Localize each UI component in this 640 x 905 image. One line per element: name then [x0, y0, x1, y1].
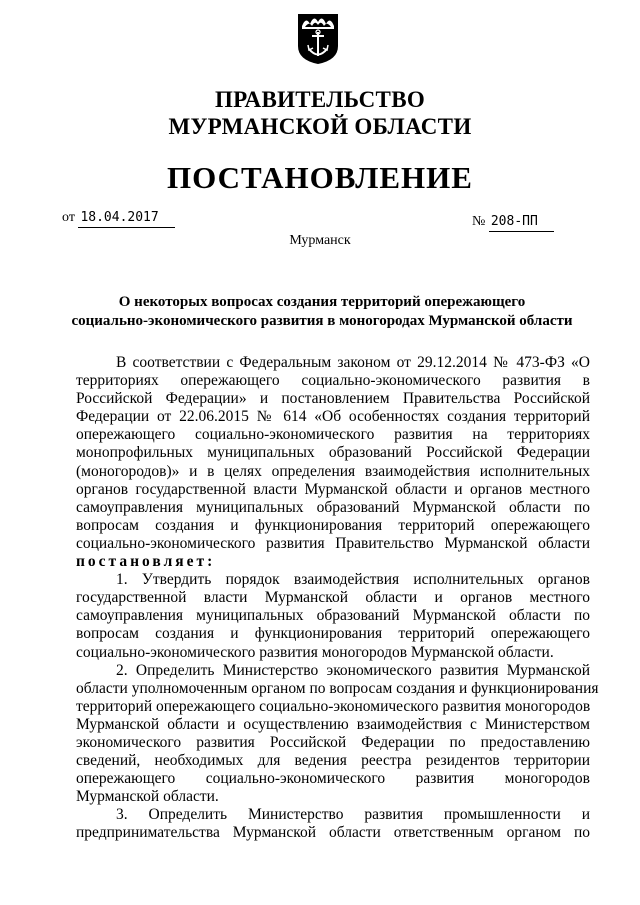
date-value: 18.04.2017	[80, 210, 159, 225]
text-line: Федерации от 22.06.2015 № 614 «Об особенностях создания территорий	[76, 408, 590, 426]
text-line: сведений, необходимых для ведения реестра резидентов территории	[76, 752, 590, 770]
text-line: вопросам создания и функционирования территорий опережающего	[76, 516, 590, 534]
text-line: В соответствии с Федеральным законом от 29.12.2014 № 473-ФЗ «О	[116, 354, 590, 371]
clause-3	[76, 806, 590, 842]
coat-of-arms-icon	[296, 12, 340, 66]
document-subject	[60, 293, 584, 331]
text-line: экономического развития Российской Федерации по предоставлению	[76, 733, 590, 751]
date-prefix: от	[62, 210, 75, 225]
text-line: самоуправления муниципальных образований Мурманской области по	[76, 498, 590, 516]
text-line: Мурманской области и осуществлению взаимодействия с Министерством	[76, 715, 590, 733]
text-line: вопросам создания и функционирования территорий опережающего	[76, 625, 590, 643]
text-line: территориях опережающего социально-экономического развития в	[76, 372, 590, 390]
text-line: 3. Определить Министерство развития промышленности и	[116, 806, 590, 824]
document-type-title: ПОСТАНОВЛЕНИЕ	[167, 160, 473, 195]
document-body	[76, 354, 599, 843]
document-date	[62, 210, 175, 228]
text-line: монопрофильных муниципальных образований Российской Федерации	[76, 444, 590, 462]
government-title-line2: МУРМАНСКОЙ ОБЛАСТИ	[168, 114, 472, 139]
text-line: государственной власти Мурманской области и органов местного	[76, 589, 590, 607]
clause-1	[76, 571, 590, 661]
number-prefix: №	[472, 214, 486, 229]
text-line: 2. Определить Министерство экономического развития Мурманской	[116, 661, 590, 679]
text-line: Мурманской области.	[76, 788, 219, 806]
text-line: предпринимательства Мурманской области ответственным органом по	[76, 824, 590, 842]
text-line: опережающего социально-экономического развития моногородов	[76, 770, 590, 788]
preamble-paragraph	[76, 354, 590, 571]
subject-line2: социально-экономического развития в моногородах Мурманской области	[71, 313, 573, 329]
text-line: социально-экономического развития Правительство Мурманской области	[76, 534, 590, 552]
city-name: Мурманск	[289, 233, 351, 248]
number-value: 208-ПП	[490, 214, 538, 229]
text-line: 1. Утвердить порядок взаимодействия исполнительных органов	[116, 571, 590, 589]
text-line: социально-экономического развития моногородов Мурманской области.	[76, 643, 554, 661]
text-line: территорий опережающего социально-экономического развития моногородов	[76, 697, 591, 715]
decree-word: постановляет:	[76, 553, 216, 571]
text-line: (моногородов)» и в целях определения взаимодействия исполнительных	[76, 462, 590, 480]
text-line: области уполномоченным органом по вопросам создания и функционирования	[76, 679, 599, 697]
government-title-line1: ПРАВИТЕЛЬСТВО	[214, 87, 426, 112]
text-line: самоуправления муниципальных образований Мурманской области по	[76, 607, 590, 625]
text-line: Российской Федерации» и постановлением Правительства Российской	[76, 390, 590, 408]
subject-line1: О некоторых вопросах создания территорий опережающего	[118, 294, 526, 310]
clause-2	[76, 661, 599, 807]
text-line: органов государственной власти Мурманской области и органов местного	[76, 480, 590, 498]
text-line: опережающего социально-экономического развития на территориях	[76, 426, 590, 444]
document-number	[472, 214, 554, 232]
government-title	[0, 86, 640, 140]
